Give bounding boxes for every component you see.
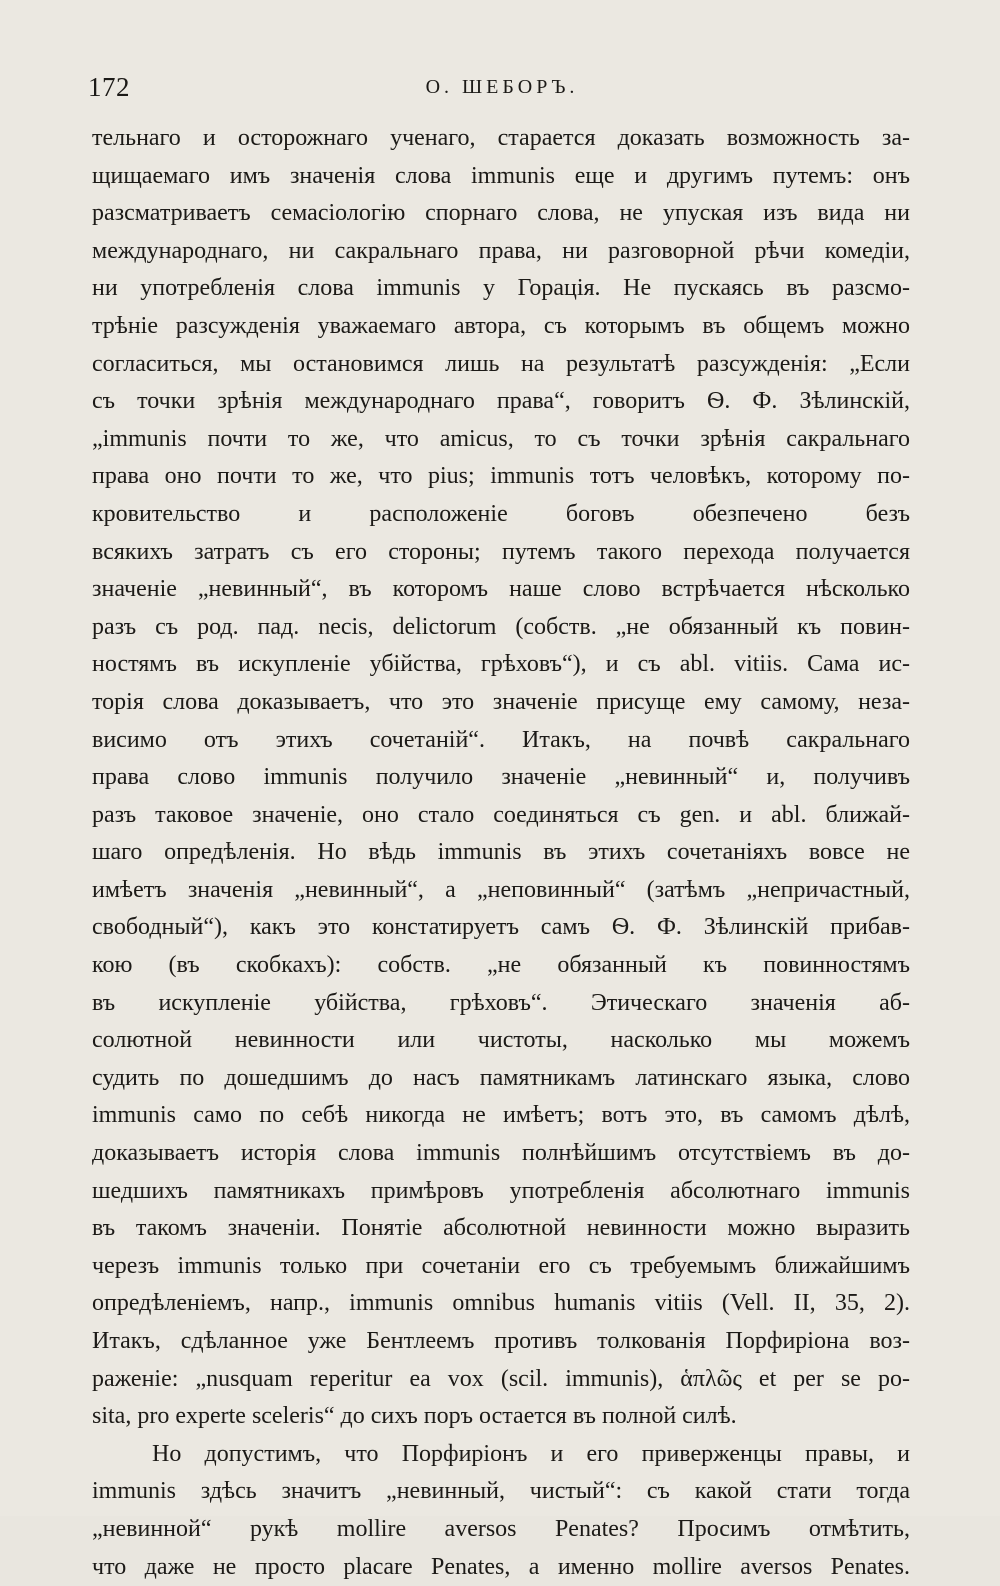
text-line: черезъ immunis только при сочетаніи его съ требуемымъ ближайшимъ [92,1252,910,1279]
text-line: въ такомъ значеніи. Понятіе абсолютной невинности можно выразить [92,1215,910,1242]
text-line: что даже не просто placare Penates, а именно mollire aversos Penates. [92,1553,910,1580]
text-line: свободный“), какъ это констатируетъ самъ Ѳ. Ф. Зѣлинскій прибав- [92,914,910,941]
text-line: immunis здѣсь значитъ „невинный, чистый“: съ какой стати тогда [92,1478,910,1505]
text-line: ностямъ въ искупленіе убійства, грѣховъ“), и съ abl. vitiis. Сама ис- [92,651,910,678]
text-line: Но допустимъ, что Порфиріонъ и его приверженцы правы, и [152,1440,910,1467]
text-line: разъ таковое значеніе, оно стало соединяться съ gen. и abl. ближай- [92,801,910,828]
text-line: кровительство и расположеніе боговъ обезпечено безъ [92,500,910,527]
text-line: доказываетъ исторія слова immunis полнѣйшимъ отсутствіемъ въ до- [92,1140,910,1167]
text-line: ни употребленія слова immunis у Горація. Не пускаясь въ разсмо- [92,275,910,302]
running-head: О. ШЕБОРЪ. [425,76,579,98]
text-line: разсматриваетъ семасіологію спорнаго слова, не упуская изъ вида ни [92,200,910,227]
text-line: права слово immunis получило значеніе „невинный“ и, получивъ [92,764,910,791]
text-line: судить по дошедшимъ до насъ памятникамъ латинскаго языка, слово [92,1064,910,1091]
page-header [88,72,916,108]
text-line: трѣніе разсужденія уважаемаго автора, съ которымъ въ общемъ можно [92,312,910,339]
text-line: кою (въ скобкахъ): собств. „не обязанный къ повинностямъ [92,952,910,979]
text-line: имѣетъ значенія „невинный“, а „неповинный“ (затѣмъ „непричастный, [92,876,910,903]
text-line: шедшихъ памятникахъ примѣровъ употребленія абсолютнаго immunis [92,1177,910,1204]
text-line: права оно почти то же, что pius; immunis тотъ человѣкъ, которому по- [92,463,910,490]
text-line: тельнаго и осторожнаго ученаго, старается доказать возможность за- [92,125,910,151]
text-line: въ искупленіе убійства, грѣховъ“. Этическаго значенія аб- [92,989,910,1016]
text-line: immunis само по себѣ никогда не имѣетъ; вотъ это, въ самомъ дѣлѣ, [92,1102,910,1129]
text-line: всякихъ затратъ съ его стороны; путемъ такого перехода получается [92,538,910,565]
text-line: разъ съ род. пад. necis, delictorum (собств. „не обязанный къ повин- [92,613,910,640]
text-line: опредѣленіемъ, напр., immunis omnibus humanis vitiis (Vell. II, 35, 2). [92,1290,910,1317]
text-line: раженіе: „nusquam reperitur ea vox (scil. immunis), ἁπλῶς et per se po- [92,1365,910,1392]
text-line: щищаемаго имъ значенія слова immunis еще и другимъ путемъ: онъ [92,162,910,189]
text-line: „immunis почти то же, что amicus, то съ точки зрѣнія сакральнаго [92,425,910,452]
page-number: 172 [88,72,130,102]
text-line: согласиться, мы остановимся лишь на результатѣ разсужденія: „Если [92,350,910,377]
text-line: висимо отъ этихъ сочетаній“. Итакъ, на почвѣ сакральнаго [92,726,910,753]
text-line: международнаго, ни сакральнаго права, ни разговорной рѣчи комедіи, [92,237,910,264]
text-line: значеніе „невинный“, въ которомъ наше слово встрѣчается нѣсколько [92,576,910,603]
text-line: sita, pro experte sceleris“ до сихъ поръ остается въ полной силѣ. [92,1403,737,1430]
text-line: солютной невинности или чистоты, насколько мы можемъ [92,1027,910,1054]
text-line: съ точки зрѣнія международнаго права“, говоритъ Ѳ. Ф. Зѣлинскій, [92,388,910,415]
text-line: Итакъ, сдѣланное уже Бентлеемъ противъ толкованія Порфиріона воз- [92,1328,910,1354]
body-text [92,120,910,1586]
text-line: шаго опредѣленія. Но вѣдь immunis въ этихъ сочетаніяхъ вовсе не [92,839,910,866]
text-line: торія слова доказываетъ, что это значеніе присуще ему самому, неза- [92,688,910,715]
text-line: „невинной“ рукѣ mollire aversos Penates? Просимъ отмѣтить, [92,1515,910,1542]
